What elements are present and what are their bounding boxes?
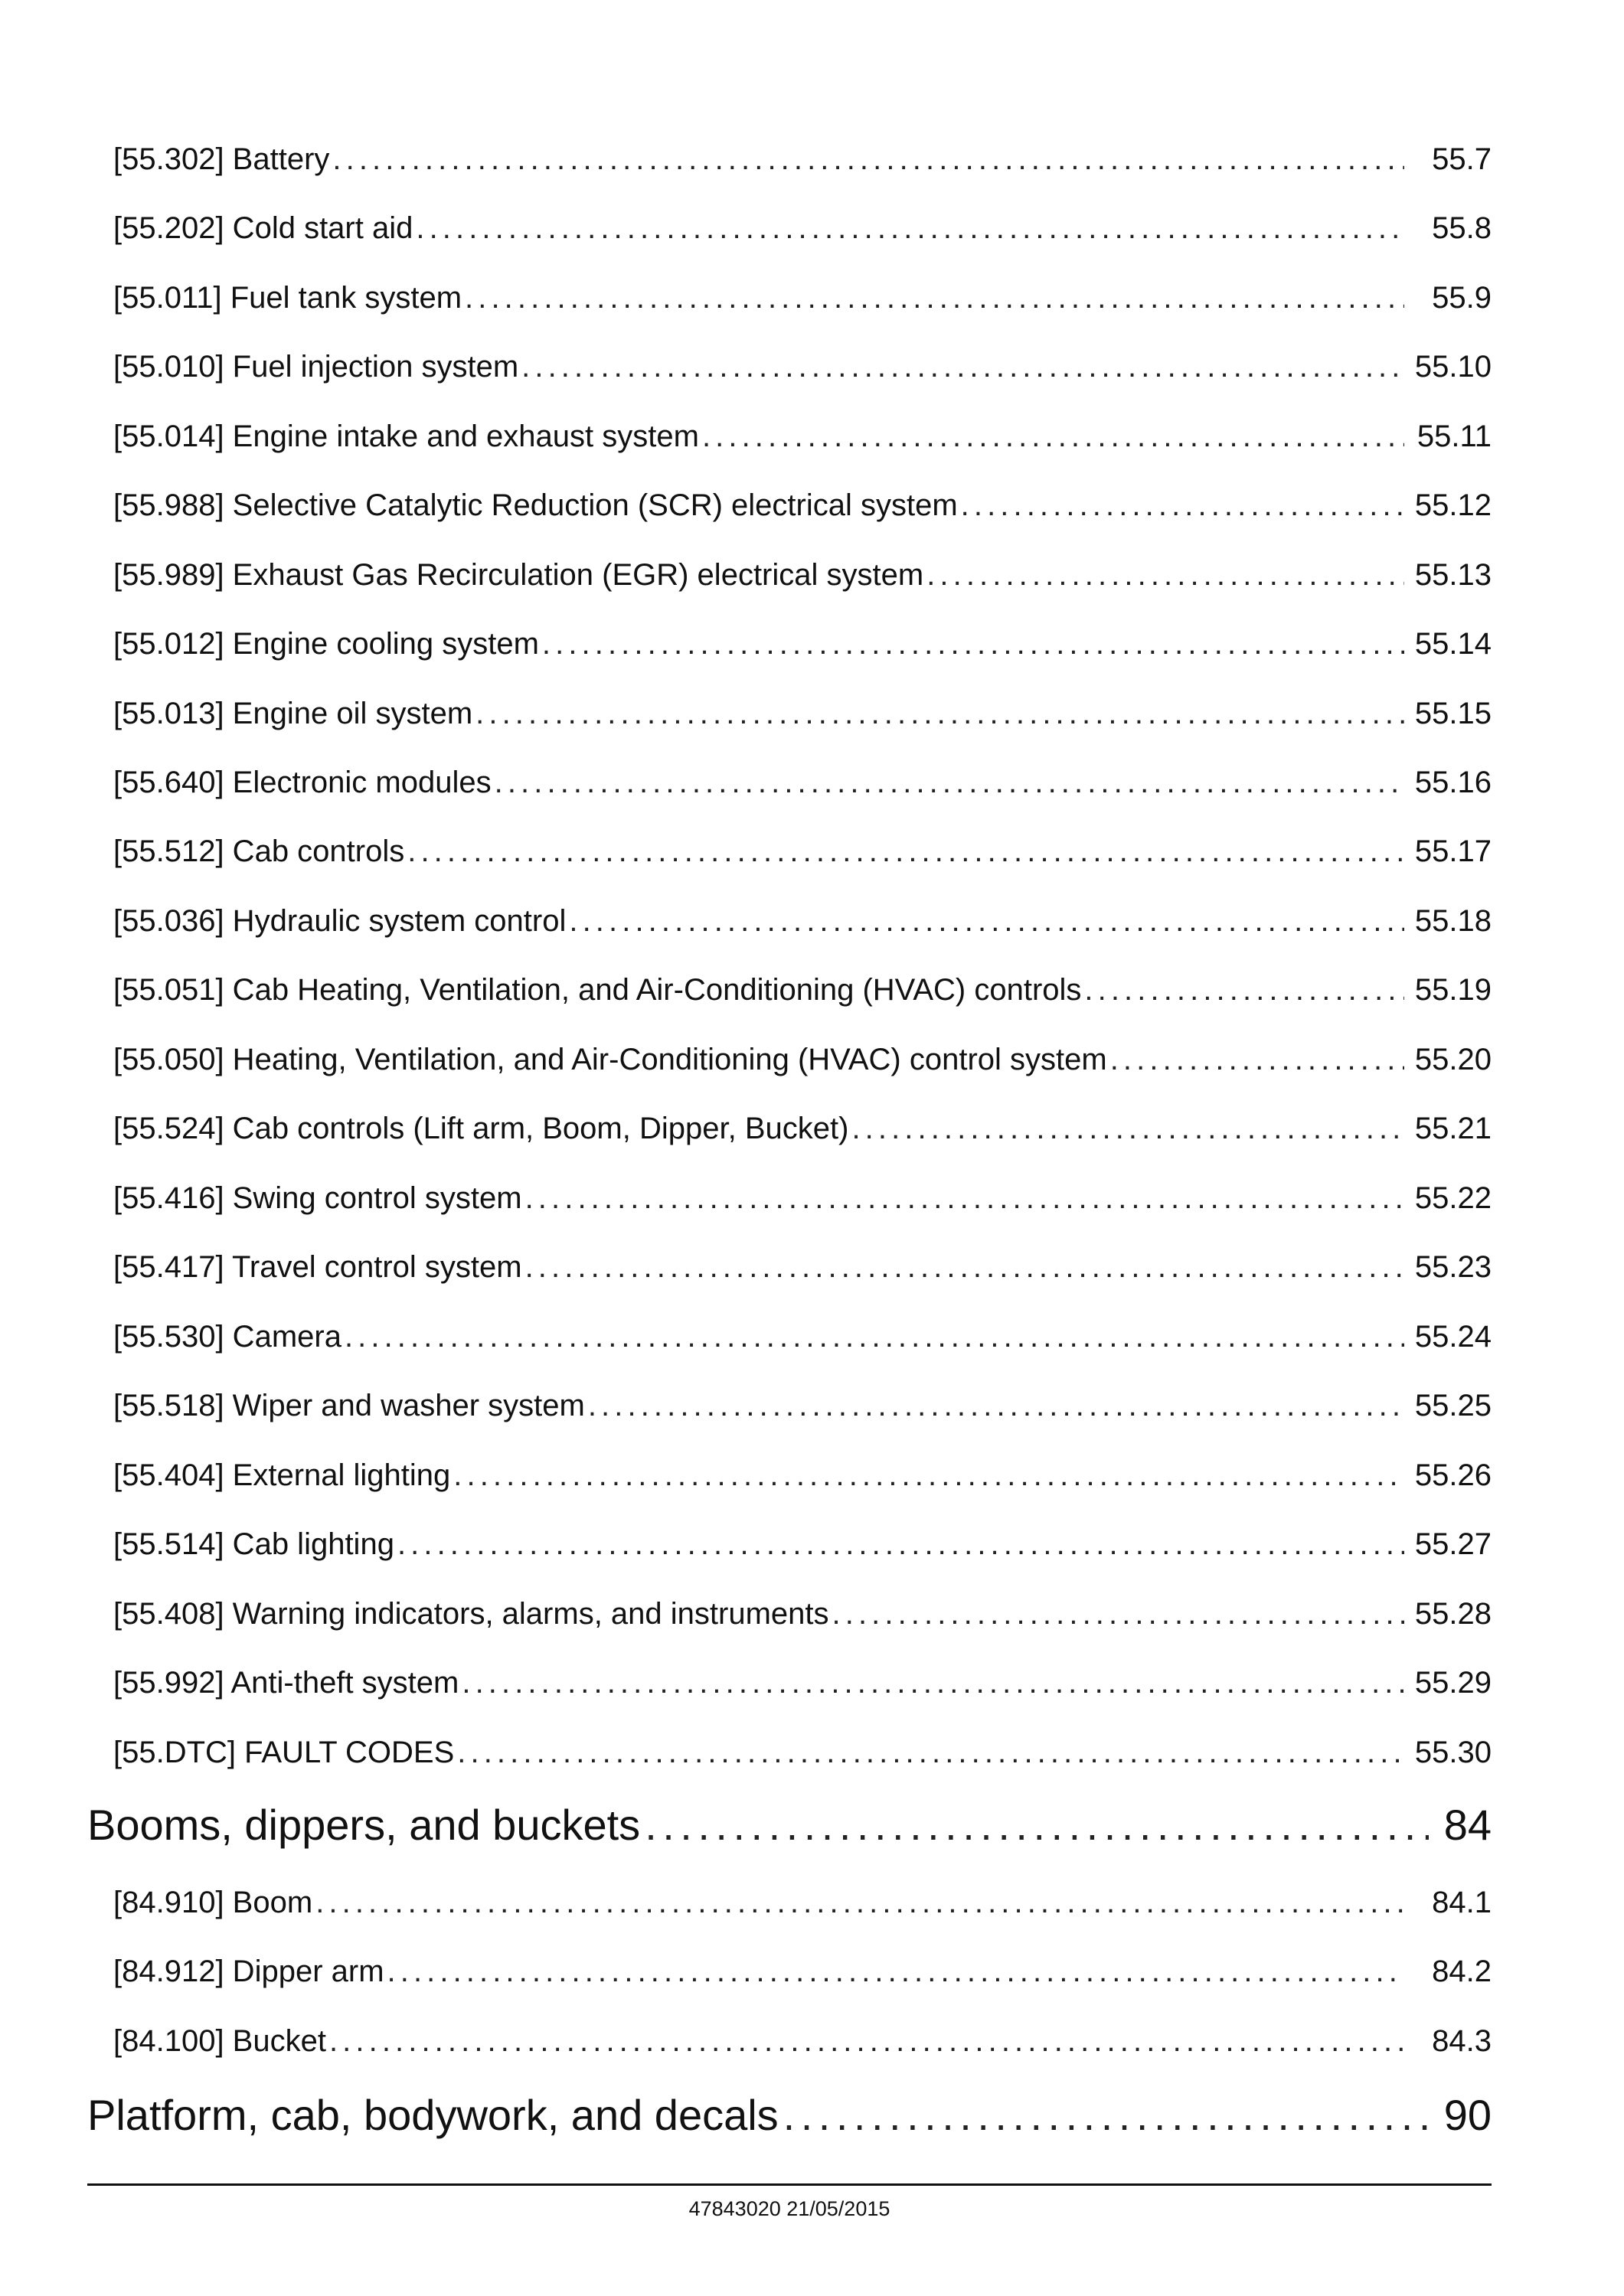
toc-chapter[interactable] bbox=[87, 2085, 1492, 2146]
toc-entry-page: 55.30 bbox=[1414, 1736, 1492, 1769]
toc-entry-title: [55.051] Cab Heating, Ventilation, and Air-Conditioning (HVAC) controls bbox=[113, 973, 1082, 1007]
toc-entry-title: [55.011] Fuel tank system bbox=[113, 281, 462, 315]
toc-entry-page: 55.18 bbox=[1414, 904, 1492, 938]
toc-entry-page: 84.3 bbox=[1432, 2024, 1492, 2058]
toc-entry-title: [55.417] Travel control system bbox=[113, 1250, 522, 1284]
dot-leader bbox=[702, 413, 1404, 459]
toc-entry-page: 55.14 bbox=[1414, 627, 1492, 661]
dot-leader bbox=[525, 1244, 1404, 1290]
dot-leader bbox=[542, 621, 1404, 667]
toc-entry-page: 55.22 bbox=[1414, 1181, 1492, 1215]
toc-chapter-page: 84 bbox=[1443, 1801, 1492, 1849]
toc-entry-title: [55.012] Engine cooling system bbox=[113, 627, 539, 661]
toc-entry-page: 55.8 bbox=[1432, 211, 1492, 245]
toc-entry[interactable] bbox=[113, 482, 1492, 528]
toc-entry[interactable] bbox=[113, 275, 1492, 321]
toc-entry-page: 55.21 bbox=[1414, 1112, 1492, 1145]
toc-entry-title: [55.404] External lighting bbox=[113, 1458, 451, 1492]
toc-entry-page: 55.24 bbox=[1414, 1320, 1492, 1354]
toc-entry-page: 55.16 bbox=[1414, 766, 1492, 799]
toc-entry-title: [55.036] Hydraulic system control bbox=[113, 904, 567, 938]
dot-leader bbox=[569, 898, 1404, 944]
toc-entry[interactable] bbox=[113, 1660, 1492, 1706]
dot-leader bbox=[465, 275, 1404, 321]
footer-divider bbox=[87, 2183, 1492, 2186]
toc-entry-title: [55.302] Battery bbox=[113, 142, 330, 176]
toc-entry[interactable] bbox=[113, 1175, 1492, 1221]
toc-entry-title: [55.989] Exhaust Gas Recirculation (EGR) electrical system bbox=[113, 558, 924, 592]
dot-leader bbox=[407, 828, 1404, 874]
toc-entry-title: [55.014] Engine intake and exhaust system bbox=[113, 420, 699, 453]
toc-entry[interactable] bbox=[113, 898, 1492, 944]
toc-entry-page: 55.28 bbox=[1414, 1597, 1492, 1631]
toc-entry-title: [55.DTC] FAULT CODES bbox=[113, 1736, 455, 1769]
toc-entry-title: [84.912] Dipper arm bbox=[113, 1955, 384, 1988]
dot-leader bbox=[332, 136, 1404, 182]
toc-entry-title: [55.518] Wiper and washer system bbox=[113, 1389, 585, 1422]
toc-entry-title: [55.530] Camera bbox=[113, 1320, 341, 1354]
toc-entry[interactable] bbox=[113, 136, 1492, 182]
dot-leader bbox=[588, 1383, 1404, 1429]
toc-entry-title: [84.100] Bucket bbox=[113, 2024, 326, 2058]
dot-leader bbox=[525, 1175, 1404, 1221]
toc-entry[interactable] bbox=[113, 1521, 1492, 1567]
dot-leader bbox=[397, 1521, 1404, 1567]
toc-entry[interactable] bbox=[113, 344, 1492, 390]
toc-entry[interactable] bbox=[113, 967, 1492, 1013]
toc-entry[interactable] bbox=[113, 759, 1492, 805]
toc-entry-page: 55.26 bbox=[1414, 1458, 1492, 1492]
toc-entry[interactable] bbox=[113, 1037, 1492, 1083]
toc-entry-page: 55.10 bbox=[1414, 350, 1492, 384]
toc-entry-page: 55.19 bbox=[1414, 973, 1492, 1007]
dot-leader bbox=[462, 1660, 1404, 1706]
toc-entry[interactable] bbox=[113, 552, 1492, 598]
dot-leader bbox=[961, 482, 1404, 528]
toc-chapter-title: Booms, dippers, and buckets bbox=[87, 1801, 641, 1849]
toc-entry-title: [55.050] Heating, Ventilation, and Air-Conditioning (HVAC) control system bbox=[113, 1043, 1107, 1076]
toc-entry-page: 55.23 bbox=[1414, 1250, 1492, 1284]
toc-entry[interactable] bbox=[113, 1729, 1492, 1775]
toc-entry[interactable] bbox=[113, 1948, 1492, 1994]
toc-entry-title: [55.988] Selective Catalytic Reduction (SCR) electrical system bbox=[113, 488, 958, 522]
toc-chapter-title: Platform, cab, bodywork, and decals bbox=[87, 2091, 779, 2139]
dot-leader bbox=[315, 1880, 1404, 1925]
toc-entry-title: [55.514] Cab lighting bbox=[113, 1527, 394, 1561]
toc-entry-title: [55.013] Engine oil system bbox=[113, 697, 473, 730]
toc-entry-title: [55.524] Cab controls (Lift arm, Boom, Dipper, Bucket) bbox=[113, 1112, 849, 1145]
dot-leader bbox=[416, 205, 1404, 251]
toc-entry-page: 55.20 bbox=[1414, 1043, 1492, 1076]
toc-entry[interactable] bbox=[113, 2018, 1492, 2064]
toc-chapter[interactable] bbox=[87, 1795, 1492, 1856]
dot-leader bbox=[387, 1948, 1404, 1994]
toc-entry-page: 55.15 bbox=[1414, 697, 1492, 730]
toc-entry-page: 55.12 bbox=[1414, 488, 1492, 522]
toc-entry[interactable] bbox=[113, 1452, 1492, 1498]
toc-entry-title: [55.202] Cold start aid bbox=[113, 211, 413, 245]
toc-entry-page: 55.25 bbox=[1414, 1389, 1492, 1422]
dot-leader bbox=[1084, 967, 1404, 1013]
toc-entry-page: 84.2 bbox=[1432, 1955, 1492, 1988]
toc-chapter-page: 90 bbox=[1443, 2091, 1492, 2139]
dot-leader bbox=[495, 759, 1404, 805]
dot-leader bbox=[1110, 1037, 1404, 1083]
toc-entry-page: 55.7 bbox=[1432, 142, 1492, 176]
dot-leader bbox=[926, 552, 1404, 598]
toc-entry-page: 55.9 bbox=[1432, 281, 1492, 315]
dot-leader bbox=[851, 1106, 1404, 1151]
toc-entry-title: [55.512] Cab controls bbox=[113, 834, 405, 868]
toc-entry[interactable] bbox=[113, 413, 1492, 459]
dot-leader bbox=[832, 1591, 1404, 1637]
toc-entry-page: 55.11 bbox=[1417, 420, 1492, 453]
toc-entry[interactable] bbox=[113, 1314, 1492, 1360]
toc-entry-page: 55.29 bbox=[1414, 1666, 1492, 1700]
toc-entry-page: 55.17 bbox=[1414, 834, 1492, 868]
toc-entry-title: [55.992] Anti-theft system bbox=[113, 1666, 459, 1700]
toc-entry-page: 84.1 bbox=[1432, 1886, 1492, 1919]
dot-leader bbox=[521, 344, 1404, 390]
toc-entry[interactable] bbox=[113, 1880, 1492, 1925]
footer-document-id: 47843020 21/05/2015 bbox=[688, 2197, 890, 2220]
toc-entry[interactable] bbox=[113, 1106, 1492, 1151]
dot-leader bbox=[475, 691, 1404, 736]
dot-leader bbox=[783, 2085, 1429, 2146]
dot-leader bbox=[645, 1795, 1429, 1856]
toc-entry[interactable] bbox=[113, 828, 1492, 874]
dot-leader bbox=[345, 1314, 1404, 1360]
toc-entry-title: [55.010] Fuel injection system bbox=[113, 350, 519, 384]
toc-entry[interactable] bbox=[113, 621, 1492, 667]
toc-entry-page: 55.27 bbox=[1414, 1527, 1492, 1561]
toc-entry[interactable] bbox=[113, 1591, 1492, 1637]
dot-leader bbox=[453, 1452, 1404, 1498]
toc-entry-title: [55.640] Electronic modules bbox=[113, 766, 492, 799]
toc-entry-title: [55.416] Swing control system bbox=[113, 1181, 522, 1215]
toc-entry[interactable] bbox=[113, 1383, 1492, 1429]
toc-entry-title: [84.910] Boom bbox=[113, 1886, 313, 1919]
toc-entry[interactable] bbox=[113, 1244, 1492, 1290]
dot-leader bbox=[457, 1729, 1404, 1775]
toc-entry[interactable] bbox=[113, 691, 1492, 736]
toc-entry-title: [55.408] Warning indicators, alarms, and instruments bbox=[113, 1597, 829, 1631]
toc-entry-page: 55.13 bbox=[1414, 558, 1492, 592]
toc-entry[interactable] bbox=[113, 205, 1492, 251]
dot-leader bbox=[329, 2018, 1404, 2064]
